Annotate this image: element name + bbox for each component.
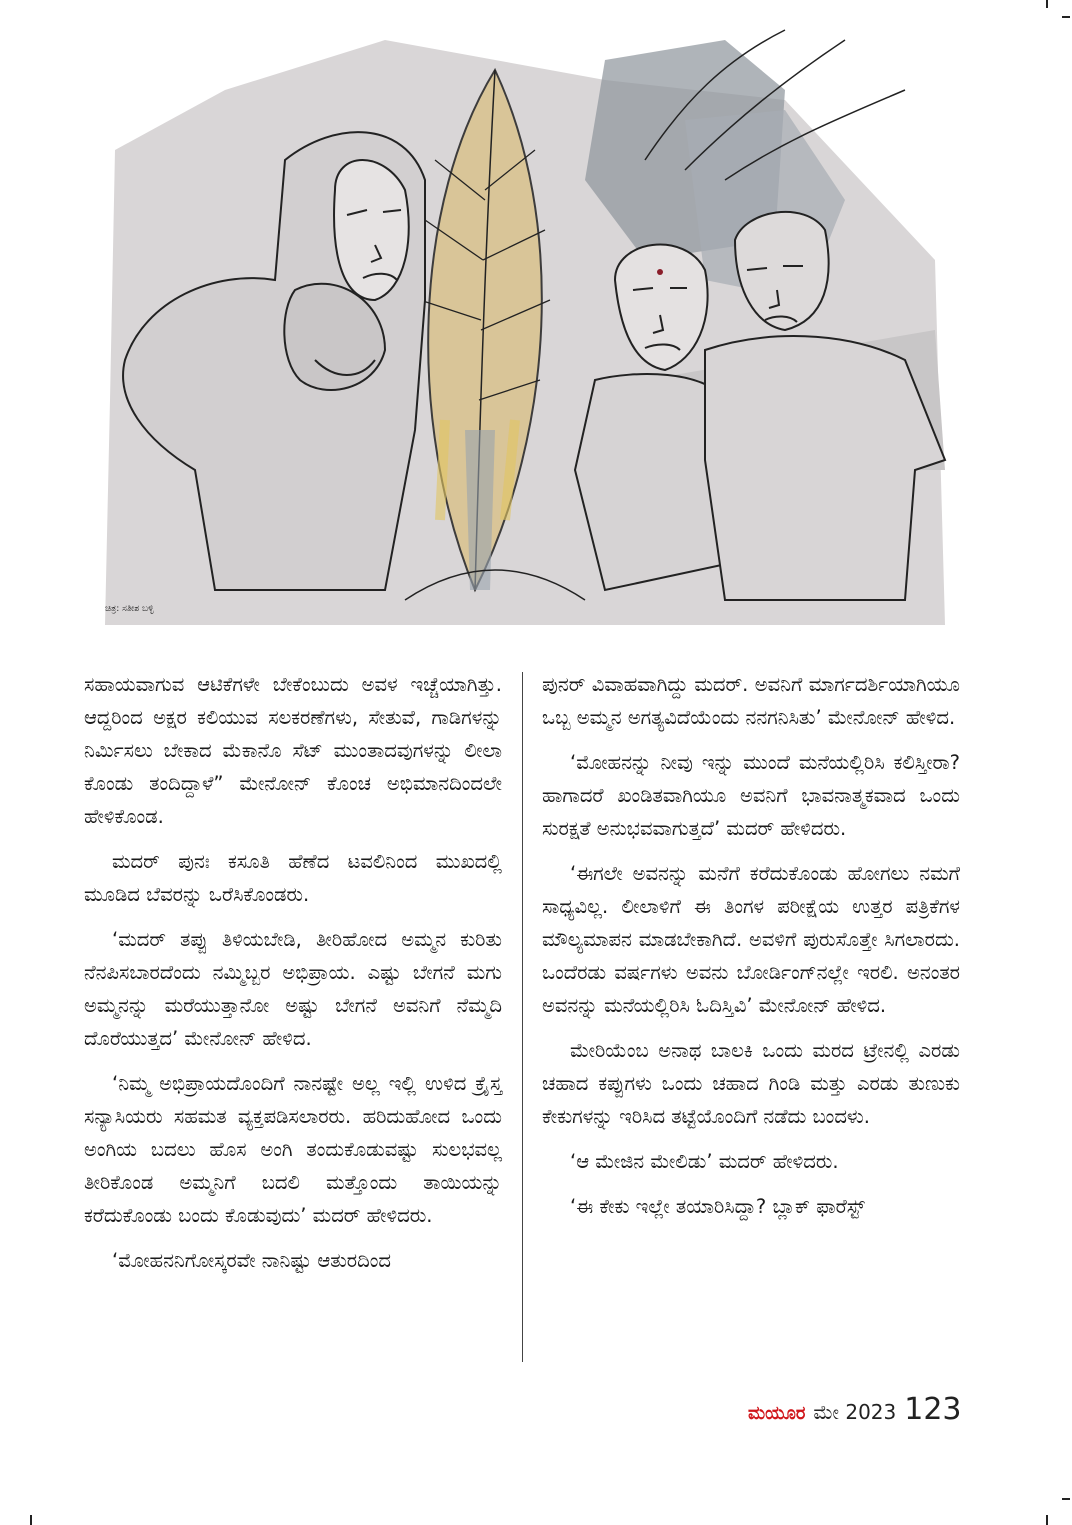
paragraph: ‘ಈಗಲೇ ಅವನನ್ನು ಮನೆಗೆ ಕರೆದುಕೊಂಡು ಹೋಗಲು ನಮಗೆ ಸಾಧ್ಯವಿಲ್ಲ. ಲೀಲಾಳಿಗೆ ಈ ತಿಂಗಳ ಪರೀಕ್ಷೆಯ ಉತ್ತರ ಪತ್ರಿಕೆಗಳ ಮೌಲ್ಯಮಾಪನ ಮಾಡಬೇಕಾಗಿದೆ. ಅವಳಿಗೆ ಪುರುಸೊತ್ತೇ ಸಿಗಲಾರದು. ಒಂದೆರಡು ವರ್ಷಗಳು ಅವನು ಬೋರ್ಡಿಂಗ್‌ನಲ್ಲೇ ಇರಲಿ. ಅನಂತರ ಅವನನ್ನು ಮನೆಯಲ್ಲಿರಿಸಿ ಓದಿಸ್ತಿವಿ’ ಮೇನೋನ್ ಹೇಳಿದ. <box>542 862 960 1017</box>
right-text-column <box>542 668 960 1235</box>
paragraph: ‘ಈ ಕೇಕು ಇಲ್ಲೇ ತಯಾರಿಸಿದ್ದಾ? ಬ್ಲಾಕ್ ಫಾರೆಸ್ಟ್ <box>570 1195 865 1218</box>
paragraph: ‘ಮೋಹನನಿಗೋಸ್ಕರವೇ ನಾನಿಷ್ಟು ಆತುರದಿಂದ <box>112 1249 391 1272</box>
page-footer <box>748 1392 962 1426</box>
crop-mark <box>1062 16 1070 18</box>
magazine-brand: ಮಯೂರ <box>748 1403 806 1424</box>
crop-mark <box>30 1515 32 1525</box>
crop-mark <box>1046 0 1048 8</box>
story-illustration <box>85 0 975 625</box>
left-text-column <box>84 668 502 1289</box>
paragraph: ಮೇರಿಯೆಂಬ ಅನಾಥ ಬಾಲಕಿ ಒಂದು ಮರದ ಟ್ರೇನಲ್ಲಿ ಎರಡು ಚಹಾದ ಕಪ್ಪುಗಳು ಒಂದು ಚಹಾದ ಗಿಂಡಿ ಮತ್ತು ಎರಡು ತುಣುಕು ಕೇಕುಗಳನ್ನು ಇರಿಸಿದ ತಟ್ಟೆಯೊಂದಿಗೆ ನಡೆದು ಬಂದಳು. <box>542 1039 960 1128</box>
artist-signature: ಚಿತ್ರ: ಸತೀಶ ಬಳ್ಳಿ <box>105 604 154 614</box>
paragraph: ಸಹಾಯವಾಗುವ ಆಟಿಕೆಗಳೇ ಬೇಕೆಂಬುದು ಅವಳ ಇಚ್ಚೆಯಾಗಿತ್ತು. ಆದ್ದರಿಂದ ಅಕ್ಷರ ಕಲಿಯುವ ಸಲಕರಣೆಗಳು, ಸೇತುವೆ, ಗಾಡಿಗಳನ್ನು ನಿರ್ಮಿಸಲು ಬೇಕಾದ ಮೆಕಾನೊ ಸೆಟ್ ಮುಂತಾದವುಗಳನ್ನು ಲೀಲಾ ಕೊಂಡು ತಂದಿದ್ದಾಳೆ” ಮೇನೋನ್ ಕೊಂಚ ಅಭಿಮಾನದಿಂದಲೇ ಹೇಳಿಕೊಂಡ. <box>84 673 502 828</box>
crop-mark <box>1046 1515 1048 1525</box>
paragraph: ಪುನರ್ ವಿವಾಹವಾಗಿದ್ದು ಮದರ್. ಅವನಿಗೆ ಮಾರ್ಗದರ್ಶಿಯಾಗಿಯೂ ಒಬ್ಬ ಅಮ್ಮನ ಅಗತ್ಯವಿದೆಯೆಂದು ನನಗನಿಸಿತು’ ಮೇನೋನ್ ಹೇಳಿದ. <box>542 673 960 729</box>
issue-date: ಮೇ 2023 <box>813 1400 897 1424</box>
page-number: 123 <box>904 1392 962 1427</box>
paragraph: ‘ಆ ಮೇಜಿನ ಮೇಲಿಡು’ ಮದರ್ ಹೇಳಿದರು. <box>570 1150 839 1173</box>
paragraph: ‘ಮದರ್ ತಪ್ಪು ತಿಳಿಯಬೇಡಿ, ತೀರಿಹೋದ ಅಮ್ಮನ ಕುರಿತು ನೆನಪಿಸಬಾರದೆಂದು ನಮ್ಮಿಬ್ಬರ ಅಭಿಪ್ರಾಯ. ಎಷ್ಟು ಬೇಗನೆ ಮಗು ಅಮ್ಮನನ್ನು ಮರೆಯುತ್ತಾನೋ ಅಷ್ಟು ಬೇಗನೆ ಅವನಿಗೆ ನೆಮ್ಮದಿ ದೊರೆಯುತ್ತದ’ ಮೇನೋನ್ ಹೇಳಿದ. <box>84 928 502 1050</box>
column-divider <box>522 672 523 1362</box>
paragraph: ‘ನಿಮ್ಮ ಅಭಿಪ್ರಾಯದೊಂದಿಗೆ ನಾನಷ್ಟೇ ಅಲ್ಲ ಇಲ್ಲಿ ಉಳಿದ ಕ್ರೈಸ್ತ ಸನ್ಯಾಸಿಯರು ಸಹಮತ ವ್ಯಕ್ತಪಡಿಸಲಾರರು. ಹರಿದುಹೋದ ಒಂದು ಅಂಗಿಯ ಬದಲು ಹೊಸ ಅಂಗಿ ತಂದುಕೊಡುವಷ್ಟು ಸುಲಭವಲ್ಲ ತೀರಿಕೊಂಡ ಅಮ್ಮನಿಗೆ ಬದಲಿ ಮತ್ತೊಂದು ತಾಯಿಯನ್ನು ಕರೆದುಕೊಂಡು ಬಂದು ಕೊಡುವುದು’ ಮದರ್ ಹೇಳಿದರು. <box>84 1072 502 1227</box>
paragraph: ಮದರ್ ಪುನಃ ಕಸೂತಿ ಹೆಣೆದ ಟವಲಿನಿಂದ ಮುಖದಲ್ಲಿ ಮೂಡಿದ ಬೆವರನ್ನು ಒರೆಸಿಕೊಂಡರು. <box>84 850 502 906</box>
paragraph: ‘ಮೋಹನನ್ನು ನೀವು ಇನ್ನು ಮುಂದೆ ಮನೆಯಲ್ಲಿರಿಸಿ ಕಲಿಸ್ತೀರಾ? ಹಾಗಾದರೆ ಖಂಡಿತವಾಗಿಯೂ ಅವನಿಗೆ ಭಾವನಾತ್ಮಕವಾದ ಒಂದು ಸುರಕ್ಷತೆ ಅನುಭವವಾಗುತ್ತದೆ’ ಮದರ್ ಹೇಳಿದರು. <box>542 751 960 840</box>
crop-mark <box>1062 1498 1070 1500</box>
